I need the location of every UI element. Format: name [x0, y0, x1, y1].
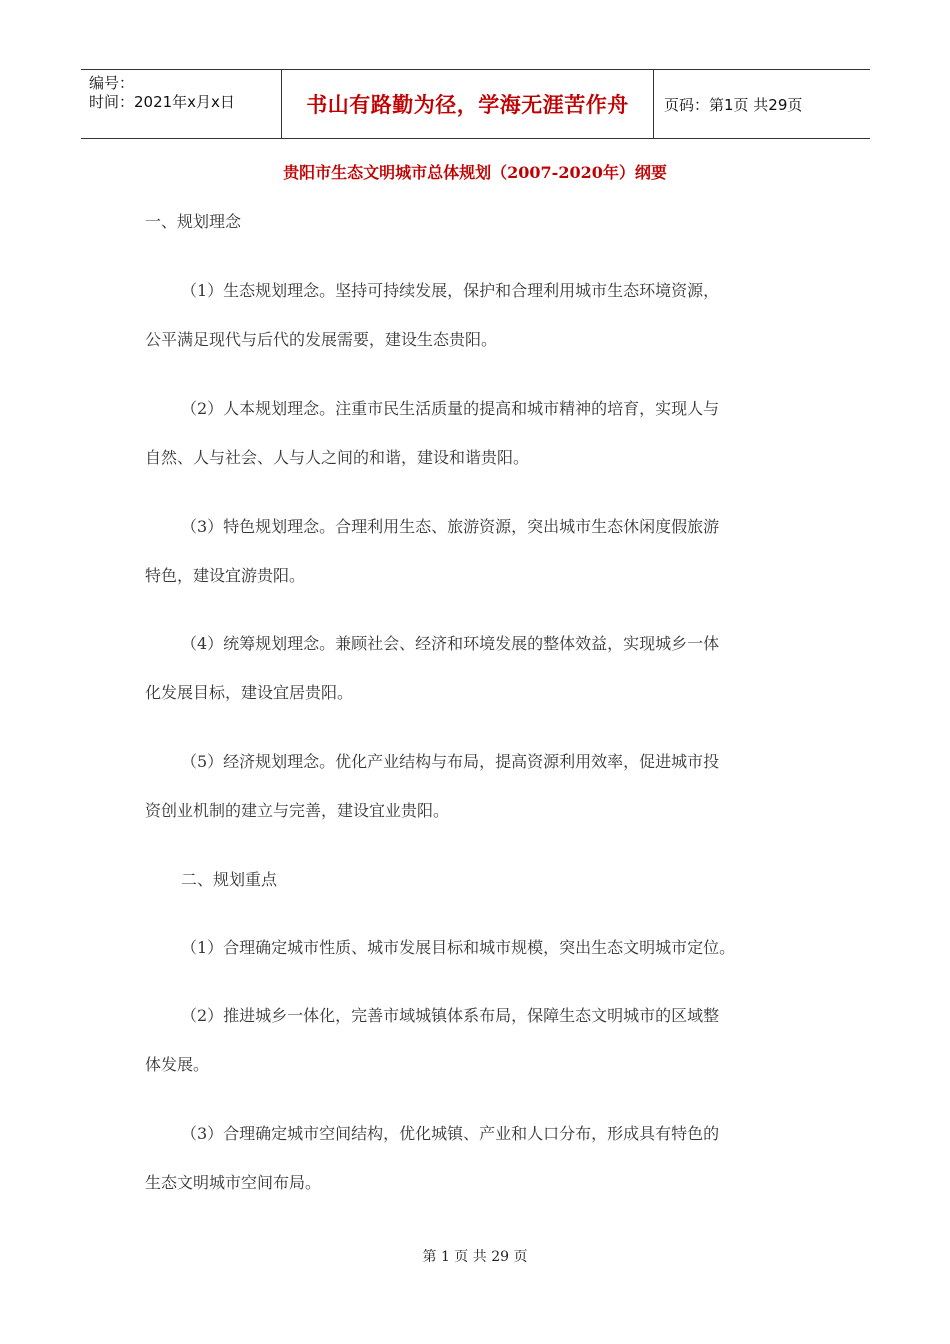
document-title: 贵阳市生态文明城市总体规划（2007-2020年）纲要	[283, 163, 667, 182]
paragraph-line: 体发展。	[145, 1055, 210, 1074]
paragraph-line: （3）特色规划理念。合理利用生态、旅游资源，突出城市生态休闲度假旅游	[181, 517, 720, 536]
paragraph-line: （3）合理确定城市空间结构，优化城镇、产业和人口分布，形成具有特色的	[181, 1124, 720, 1143]
paragraph-line: 生态文明城市空间布局。	[145, 1173, 322, 1192]
paragraph-line: 特色，建设宜游贵阳。	[145, 566, 306, 585]
paragraph-line: （2）推进城乡一体化，完善市域城镇体系布局，保障生态文明城市的区域整	[181, 1006, 720, 1025]
section-heading-2: 二、规划重点	[181, 870, 278, 889]
section-heading-1: 一、规划理念	[145, 212, 242, 231]
header-meta-cell	[81, 70, 282, 138]
header-motto-cell	[282, 70, 654, 138]
header-table	[81, 69, 870, 139]
paragraph-line: 公平满足现代与后代的发展需要，建设生态贵阳。	[145, 330, 498, 349]
motto-text: 书山有路勤为径，学海无涯苦作舟	[306, 93, 629, 117]
page-info: 页码：第1页 共29页	[664, 95, 803, 114]
paragraph-line: 资创业机制的建立与完善，建设宜业贵阳。	[145, 801, 450, 820]
paragraph-line: （1）生态规划理念。坚持可持续发展，保护和合理利用城市生态环境资源，	[181, 281, 720, 300]
paragraph-line: 化发展目标，建设宜居贵阳。	[145, 683, 354, 702]
time-label: 时间：2021年x月x日	[89, 93, 235, 111]
paragraph-line: （2）人本规划理念。注重市民生活质量的提高和城市精神的培育，实现人与	[181, 399, 720, 418]
number-label: 编号：	[89, 74, 135, 92]
paragraph-line: （5）经济规划理念。优化产业结构与布局，提高资源利用效率，促进城市投	[181, 752, 720, 771]
page-footer: 第 1 页 共 29 页	[422, 1249, 528, 1265]
header-page-cell	[654, 70, 870, 138]
paragraph-line: （4）统筹规划理念。兼顾社会、经济和环境发展的整体效益，实现城乡一体	[181, 634, 720, 653]
paragraph-line: 自然、人与社会、人与人之间的和谐，建设和谐贵阳。	[145, 448, 530, 467]
paragraph-line: （1）合理确定城市性质、城市发展目标和城市规模，突出生态文明城市定位。	[181, 938, 736, 957]
